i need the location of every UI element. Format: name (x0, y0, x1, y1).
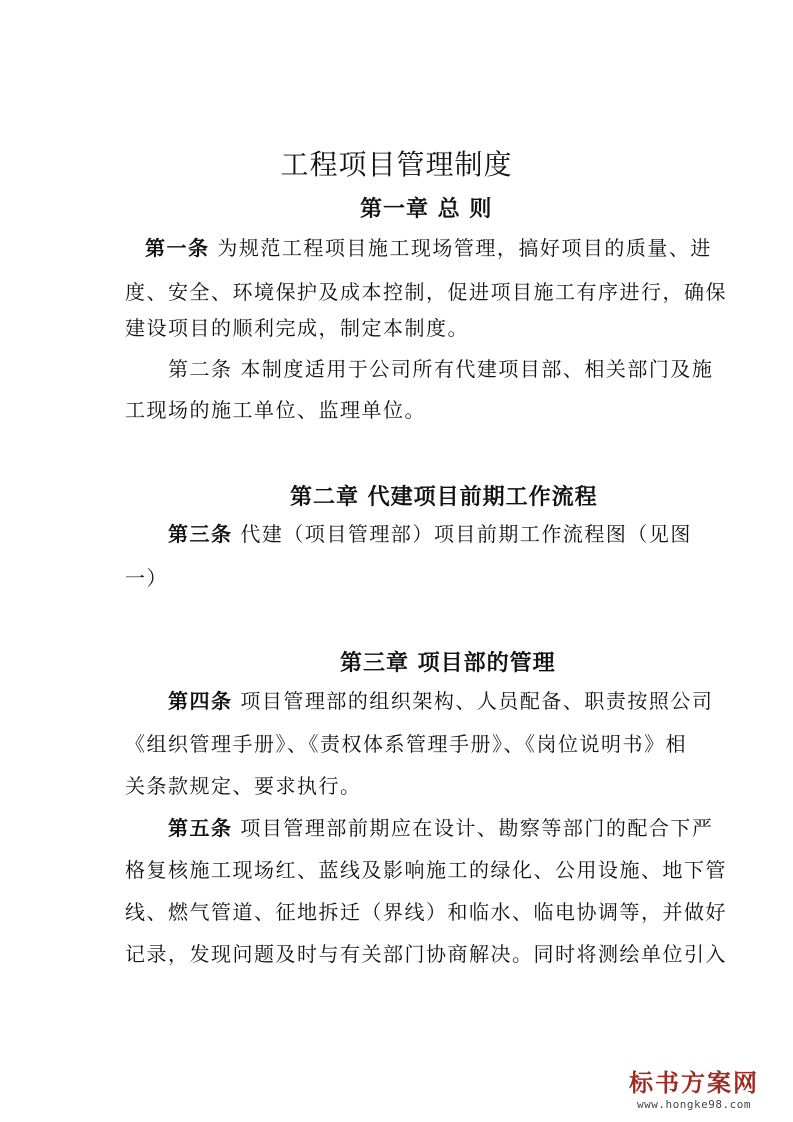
article-4-text: 项目管理部的组织架构、人员配备、职责按照公司 (240, 689, 714, 713)
article-5-line-4: 记录，发现问题及时与有关部门协商解决。同时将测绘单位引入 (125, 942, 727, 966)
article-3-label: 第三条 (168, 522, 233, 546)
article-4-line-1 (168, 688, 713, 714)
article-5-line-2: 格复核施工现场红、蓝线及影响施工的绿化、公用设施、地下管 (125, 858, 727, 882)
article-5-text: 项目管理部前期应在设计、勘察等部门的配合下严 (240, 816, 714, 840)
article-3-line-2: 一） (125, 566, 168, 590)
article-4-label: 第四条 (168, 689, 233, 713)
article-3-text: 代建（项目管理部）项目前期工作流程图（见图 (240, 522, 692, 546)
watermark (609, 1068, 779, 1111)
article-5-line-1 (168, 815, 713, 841)
article-4-line-3: 关条款规定、要求执行。 (125, 774, 362, 798)
chapter-2-heading: 第二章 代建项目前期工作流程 (290, 484, 598, 510)
article-2-line-1: 第二条 本制度适用于公司所有代建项目部、相关部门及施 (168, 357, 714, 381)
article-5-label: 第五条 (168, 816, 233, 840)
chapter-3-heading: 第三章 项目部的管理 (340, 650, 556, 676)
article-1-text: 为规范工程项目施工现场管理，搞好项目的质量、进 (217, 236, 712, 260)
article-5-line-3: 线、燃气管道、征地拆迁（界线）和临水、临电协调等，并做好 (125, 900, 727, 924)
article-4-line-2: 《组织管理手册》、《责权体系管理手册》、《岗位说明书》相 (125, 732, 687, 756)
document-title: 工程项目管理制度 (280, 148, 513, 181)
watermark-url: www.hongke98.com (637, 1098, 751, 1111)
article-1-line-1 (145, 235, 712, 261)
chapter-1-heading: 第一章 总 则 (360, 196, 493, 222)
watermark-title: 标书方案网 (629, 1069, 759, 1097)
article-2-line-2: 工现场的施工单位、监理单位。 (125, 398, 426, 422)
article-1-line-3: 建设项目的顺利完成，制定本制度。 (125, 316, 469, 340)
article-3-line-1 (168, 521, 692, 547)
article-1-line-2: 度、安全、环境保护及成本控制，促进项目施工有序进行，确保 (125, 280, 727, 304)
article-1-label: 第一条 (145, 236, 210, 260)
